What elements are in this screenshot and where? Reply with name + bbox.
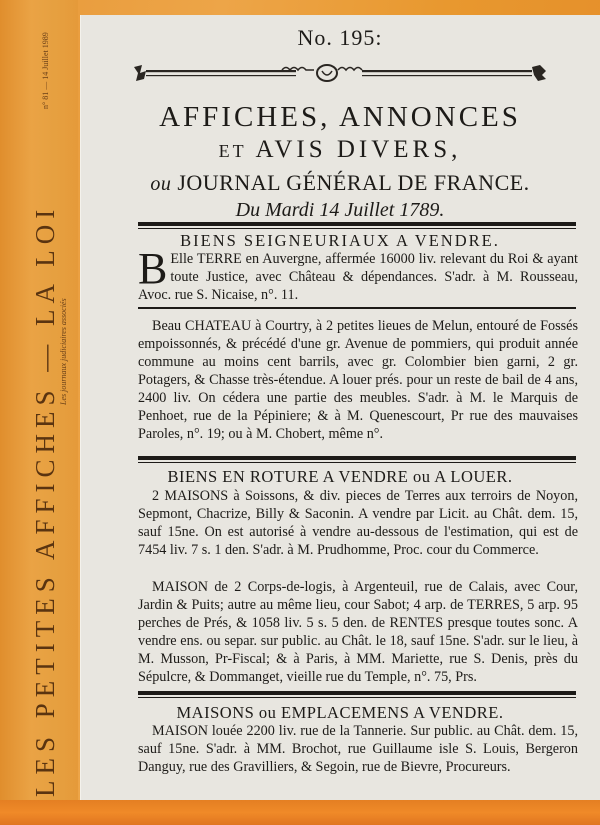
masthead-ou: ou [150, 173, 172, 195]
issue-number: No. 195: [297, 25, 383, 50]
publication-date: Du Mardi 14 Juillet 1789. [235, 199, 445, 221]
notice-text: Beau CHATEAU à Courtry, à 2 petites lieues de Melun, entouré de Fossés empoissonnés, & précédé d'une gr. Avenue de pommiers, qui produit année commune au moins cent barrils, avec gr. Colombier bien garni, 2 gr. Potagers, & Chasse très-étendue. A louer prés. pour un reste de bail de 4 ans, 2400 liv. On cédera une partie des meubles. S'adr. à M. le Marquis de Penhoet, rue de la Pépiniere; & à M. Quenescourt, Pr rue des mauvaises Paroles, n°. 19; ou à M. Chobert, même n°. [138, 318, 578, 442]
notice-text: MAISON louée 2200 liv. rue de la Tannerie. Sur public. au Chât. dem. 15, sauf 15ne. S'adr. à MM. Brochot, rue Guillaume isle S. Louis, Bergeron Danguy, rue des Gravilliers, & Segoin, rue de Bievre, Procureurs. [138, 723, 578, 775]
section-divider [138, 691, 576, 700]
masthead-et: ET [218, 141, 247, 161]
notice-text: Elle TERRE en Auvergne, affermée 16000 liv. relevant du Roi & ayant toute Justice, avec Château & dépendances. S'adr. à M. Rousseau, Avoc. rue S. Nicaise, n°. 11. [138, 251, 578, 303]
notice-entry [138, 317, 578, 443]
magazine-spine [0, 0, 78, 825]
section-divider [138, 456, 576, 465]
ornament-divider-icon [132, 61, 548, 85]
masthead-title: AFFICHES, ANNONCES [159, 101, 521, 133]
section-heading: BIENS EN ROTURE A VENDRE ou A LOUER. [167, 467, 513, 486]
spine-text-container [0, 0, 78, 825]
spine-title: LES PETITES AFFICHES — LA LOI [30, 203, 60, 797]
newspaper-page [80, 15, 600, 800]
section-heading: BIENS SEIGNEURIAUX A VENDRE. [180, 231, 500, 250]
masthead-journal-name: JOURNAL GÉNÉRAL DE FRANCE. [177, 170, 530, 195]
notice-entry [138, 244, 578, 304]
notice-entry [138, 578, 578, 686]
notice-entry [138, 722, 578, 776]
section-heading: MAISONS ou EMPLACEMENS A VENDRE. [176, 703, 504, 722]
section-divider [138, 222, 576, 231]
entry-divider [138, 307, 576, 309]
masthead-journal [80, 170, 600, 196]
masthead-avis: AVIS DIVERS, [255, 136, 462, 163]
masthead-subtitle [80, 136, 600, 164]
spine-subtitle: Les journaux judiciaires associés [59, 298, 68, 405]
notice-text: MAISON de 2 Corps-de-logis, à Argenteuil, rue de Calais, avec Cour, Jardin & Puits; autre au même lieu, cour Sabot; 4 arp. de TERRES, 5 arp. 95 perches de Prés, & 1058 liv. 5 s. 5 den. de RENTES presque toutes sonc. A vendre ens. ou separ. sur public. au Chât. le 18, sauf 15ne. S'adr. sur le lieu, à M. Musson, Pr-Fiscal; & à Paris, à MM. Mariette, rue S. Denis, près du Sépulcre, & Dommanget, vieille rue du Temple, n°. 75, Prs. [138, 579, 578, 685]
spine-issue: n° 81 — 14 Juillet 1989 [41, 32, 50, 109]
dropcap: B [138, 244, 168, 293]
notice-entry [138, 487, 578, 559]
magazine-bottom-edge [0, 800, 600, 825]
notice-text: 2 MAISONS à Soissons, & div. pieces de Terres aux terroirs de Noyon, Sepmont, Chacrize, Billy & Saconin. A vendre par Licit. au Chât. dem. 15, sauf 15ne. On est autorisé à vendre au-dessous de l'estimation, qui est de 7454 liv. 7 s. 1 den. S'adr. à M. Prudhomme, Proc. cour du Commerce. [138, 488, 578, 558]
